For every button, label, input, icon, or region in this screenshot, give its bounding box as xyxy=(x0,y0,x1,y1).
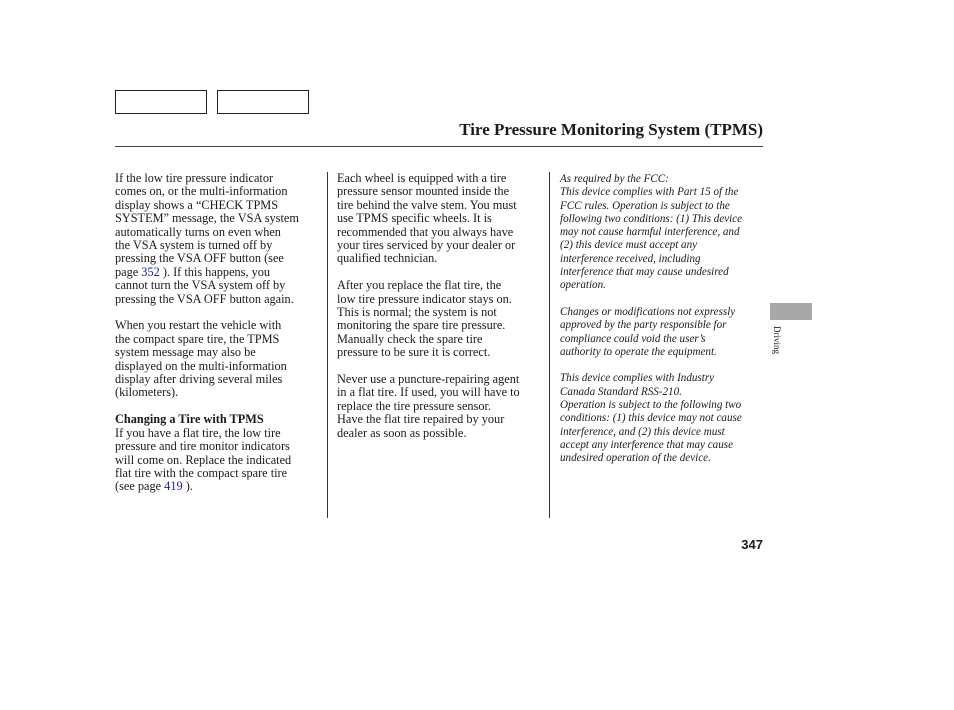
paragraph-puncture-agent: Never use a puncture-repairing agent in a flat tire. If used, you will have to replace the tire pressure sensor. Have the flat tire repaired by your dealer as soon as possible. xyxy=(337,372,520,440)
paragraph-after-replace: After you replace the flat tire, the low tire pressure indicator stays on. This is normal; the system is not monitoring the spare tire pressure. Manually check the spare tire pressure to be sure it is correct. xyxy=(337,278,512,360)
paragraph-text: ). xyxy=(182,479,193,494)
column-divider xyxy=(549,172,550,518)
title-divider xyxy=(115,146,763,147)
paragraph-fcc: As required by the FCC: This device complies with Part 15 of the FCC rules. Operation is subject to the following two conditions: (1) This device may not cause harmful interference, and (2) this device must accept any interference received, including interference that may cause undesired operation. xyxy=(560,173,743,292)
paragraph-text: If the low tire pressure indicator comes on, or the multi-information display shows a “CHECK TPMS SYSTEM” message, the VSA system automatically turns on even when the VSA system is turned off by pressing the VSA OFF button (see page xyxy=(115,171,299,279)
nav-box-next[interactable] xyxy=(217,90,309,114)
page-title: Tire Pressure Monitoring System (TPMS) xyxy=(459,120,763,139)
section-tab-marker xyxy=(770,303,812,320)
paragraph-vsa-indicator xyxy=(115,172,321,306)
page-link-419[interactable]: 419 xyxy=(164,479,183,494)
page-link-352[interactable]: 352 xyxy=(141,264,160,279)
section-changing-tire xyxy=(115,413,321,493)
subheading-changing-tire: Changing a Tire with TPMS xyxy=(115,412,264,427)
paragraph-text: If you have a flat tire, the low tire pressure and tire monitor indicators will come on. Replace the indicated flat tire with the compact spare tire (see page xyxy=(115,425,292,494)
nav-box-previous[interactable] xyxy=(115,90,207,114)
paragraph-restart-vehicle: When you restart the vehicle with the compact spare tire, the TPMS system message may also be displayed on the multi-information display after driving several miles (kilometers). xyxy=(115,318,287,400)
paragraph-industry-canada: This device complies with Industry Canada Standard RSS-210. Operation is subject to the following two conditions: (1) this device may not cause interference, and (2) this device must accept any interference that may cause undesired operation of the device. xyxy=(560,372,742,465)
paragraph-modifications: Changes or modifications not expressly approved by the party responsible for compliance could void the user’s authority to operate the equipment. xyxy=(560,305,736,358)
paragraph-flat-tire xyxy=(115,427,321,494)
section-label: Driving xyxy=(772,326,782,354)
paragraph-text: ). If this happens, you cannot turn the VSA system off by pressing the VSA OFF button again. xyxy=(115,264,294,306)
paragraph-wheel-sensor: Each wheel is equipped with a tire pressure sensor mounted inside the tire behind the valve stem. You must use TPMS specific wheels. It is recommended that you always have your tires serviced by your dealer or qualified technician. xyxy=(337,171,517,266)
column-left xyxy=(115,172,321,494)
column-right xyxy=(560,173,765,479)
column-middle xyxy=(337,172,544,453)
column-divider xyxy=(327,172,328,518)
page-number: 347 xyxy=(741,537,763,552)
